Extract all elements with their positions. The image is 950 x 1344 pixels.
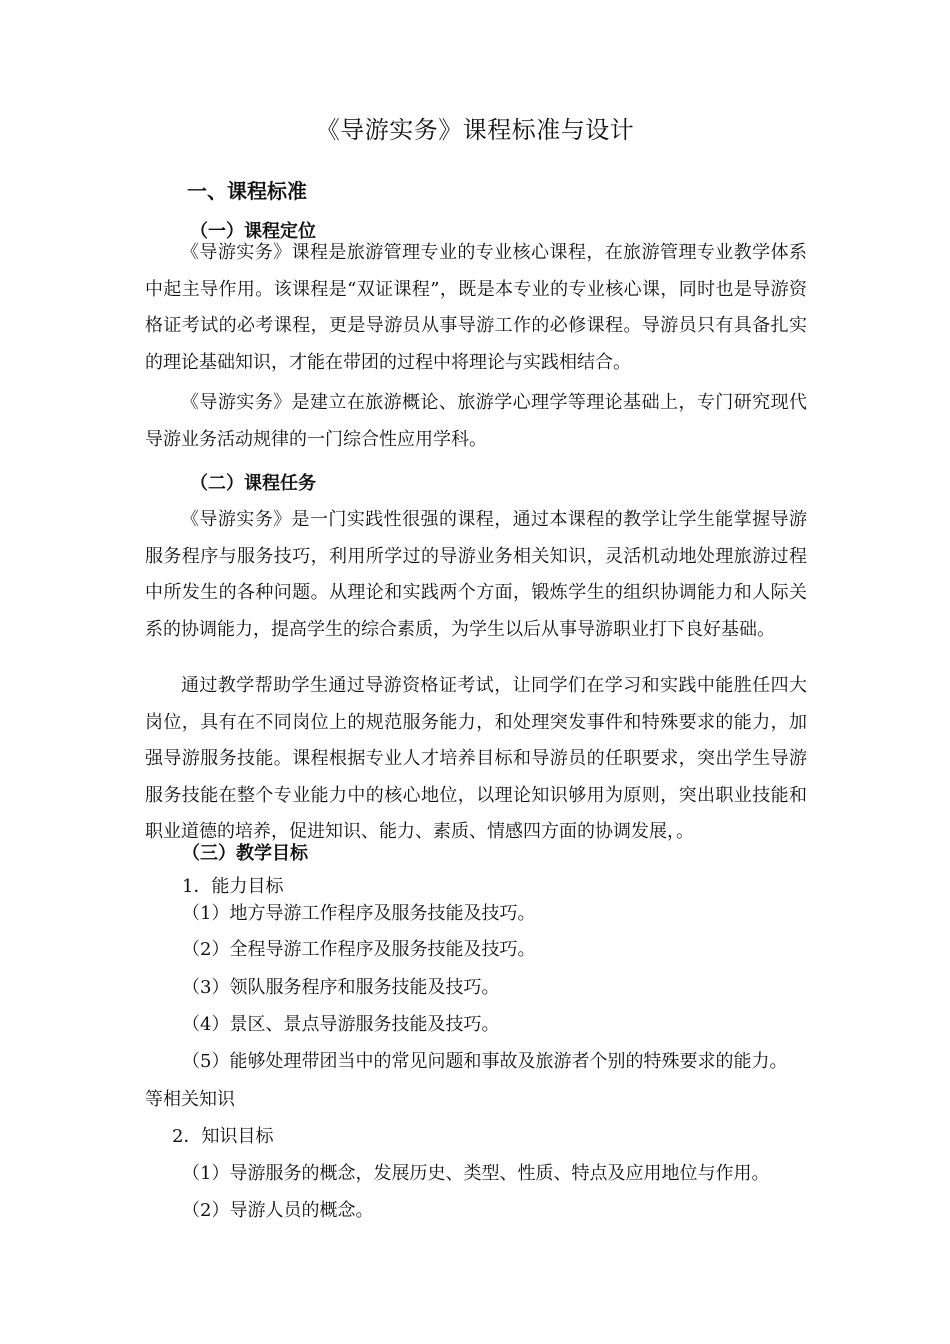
subsection-heading-positioning: （一）课程定位 [190,221,316,242]
ability-item-5: （5）能够处理带团当中的常见问题和事故及旅游者个别的特殊要求的能力。 [182,1051,788,1072]
paragraph-tasks-2: 通过教学帮助学生通过导游资格证考试，让同学们在学习和实践中能胜任四大岗位，具有在不同岗位上的规范服务能力，和处理突发事件和特殊要求的能力，加强导游服务技能。课程根据专业人才培养目标和导游员的任职要求，突出学生导游服务技能在整个专业能力中的核心地位，以理论知识够用为原则，突出职业技能和职业道德的培养，促进知识、能力、素质、情感四方面的协调发展，。 [145,675,807,843]
section-heading-course-standard: 一、课程标准 [187,179,307,203]
subsection-heading-tasks: （二）课程任务 [190,473,316,494]
paragraph-positioning-2: 《导游实务》是建立在旅游概论、旅游学心理学等理论基础上，专门研究现代导游业务活动规律的一门综合性应用学科。 [145,392,807,450]
knowledge-item-2: （2）导游人员的概念。 [182,1200,374,1221]
knowledge-item-1: （1）导游服务的概念，发展历史、类型、性质、特点及应用地位与作用。 [182,1163,770,1184]
subsection-heading-objectives: （三）教学目标 [182,843,308,864]
ability-item-1: （1）地方导游工作程序及服务技能及技巧。 [182,903,536,924]
ability-item-2: （2）全程导游工作程序及服务技能及技巧。 [182,939,536,960]
ability-objectives-heading: 1．能力目标 [182,876,284,897]
ability-item-5-continuation: 等相关知识 [145,1089,235,1110]
knowledge-objectives-heading: 2．知识目标 [172,1126,274,1147]
paragraph-tasks-1: 《导游实务》是一门实践性很强的课程，通过本课程的教学让学生能掌握导游服务程序与服务技巧，利用所学过的导游业务相关知识，灵活机动地处理旅游过程中所发生的各种问题。从理论和实践两个方面，锻炼学生的组织协调能力和人际关系的协调能力，提高学生的综合素质，为学生以后从事导游职业打下良好基础。 [145,509,807,640]
paragraph-positioning-1: 《导游实务》课程是旅游管理专业的专业核心课程，在旅游管理专业教学体系中起主导作用。该课程是“双证课程”，既是本专业的专业核心课，同时也是导游资格证考试的必考课程，更是导游员从事导游工作的必修课程。导游员只有具备扎实的理论基础知识，才能在带团的过程中将理论与实践相结合。 [145,242,807,373]
ability-item-3: （3）领队服务程序和服务技能及技巧。 [182,977,500,998]
document-title: 《导游实务》课程标准与设计 [315,116,635,144]
ability-item-4: （4）景区、景点导游服务技能及技巧。 [182,1014,500,1035]
